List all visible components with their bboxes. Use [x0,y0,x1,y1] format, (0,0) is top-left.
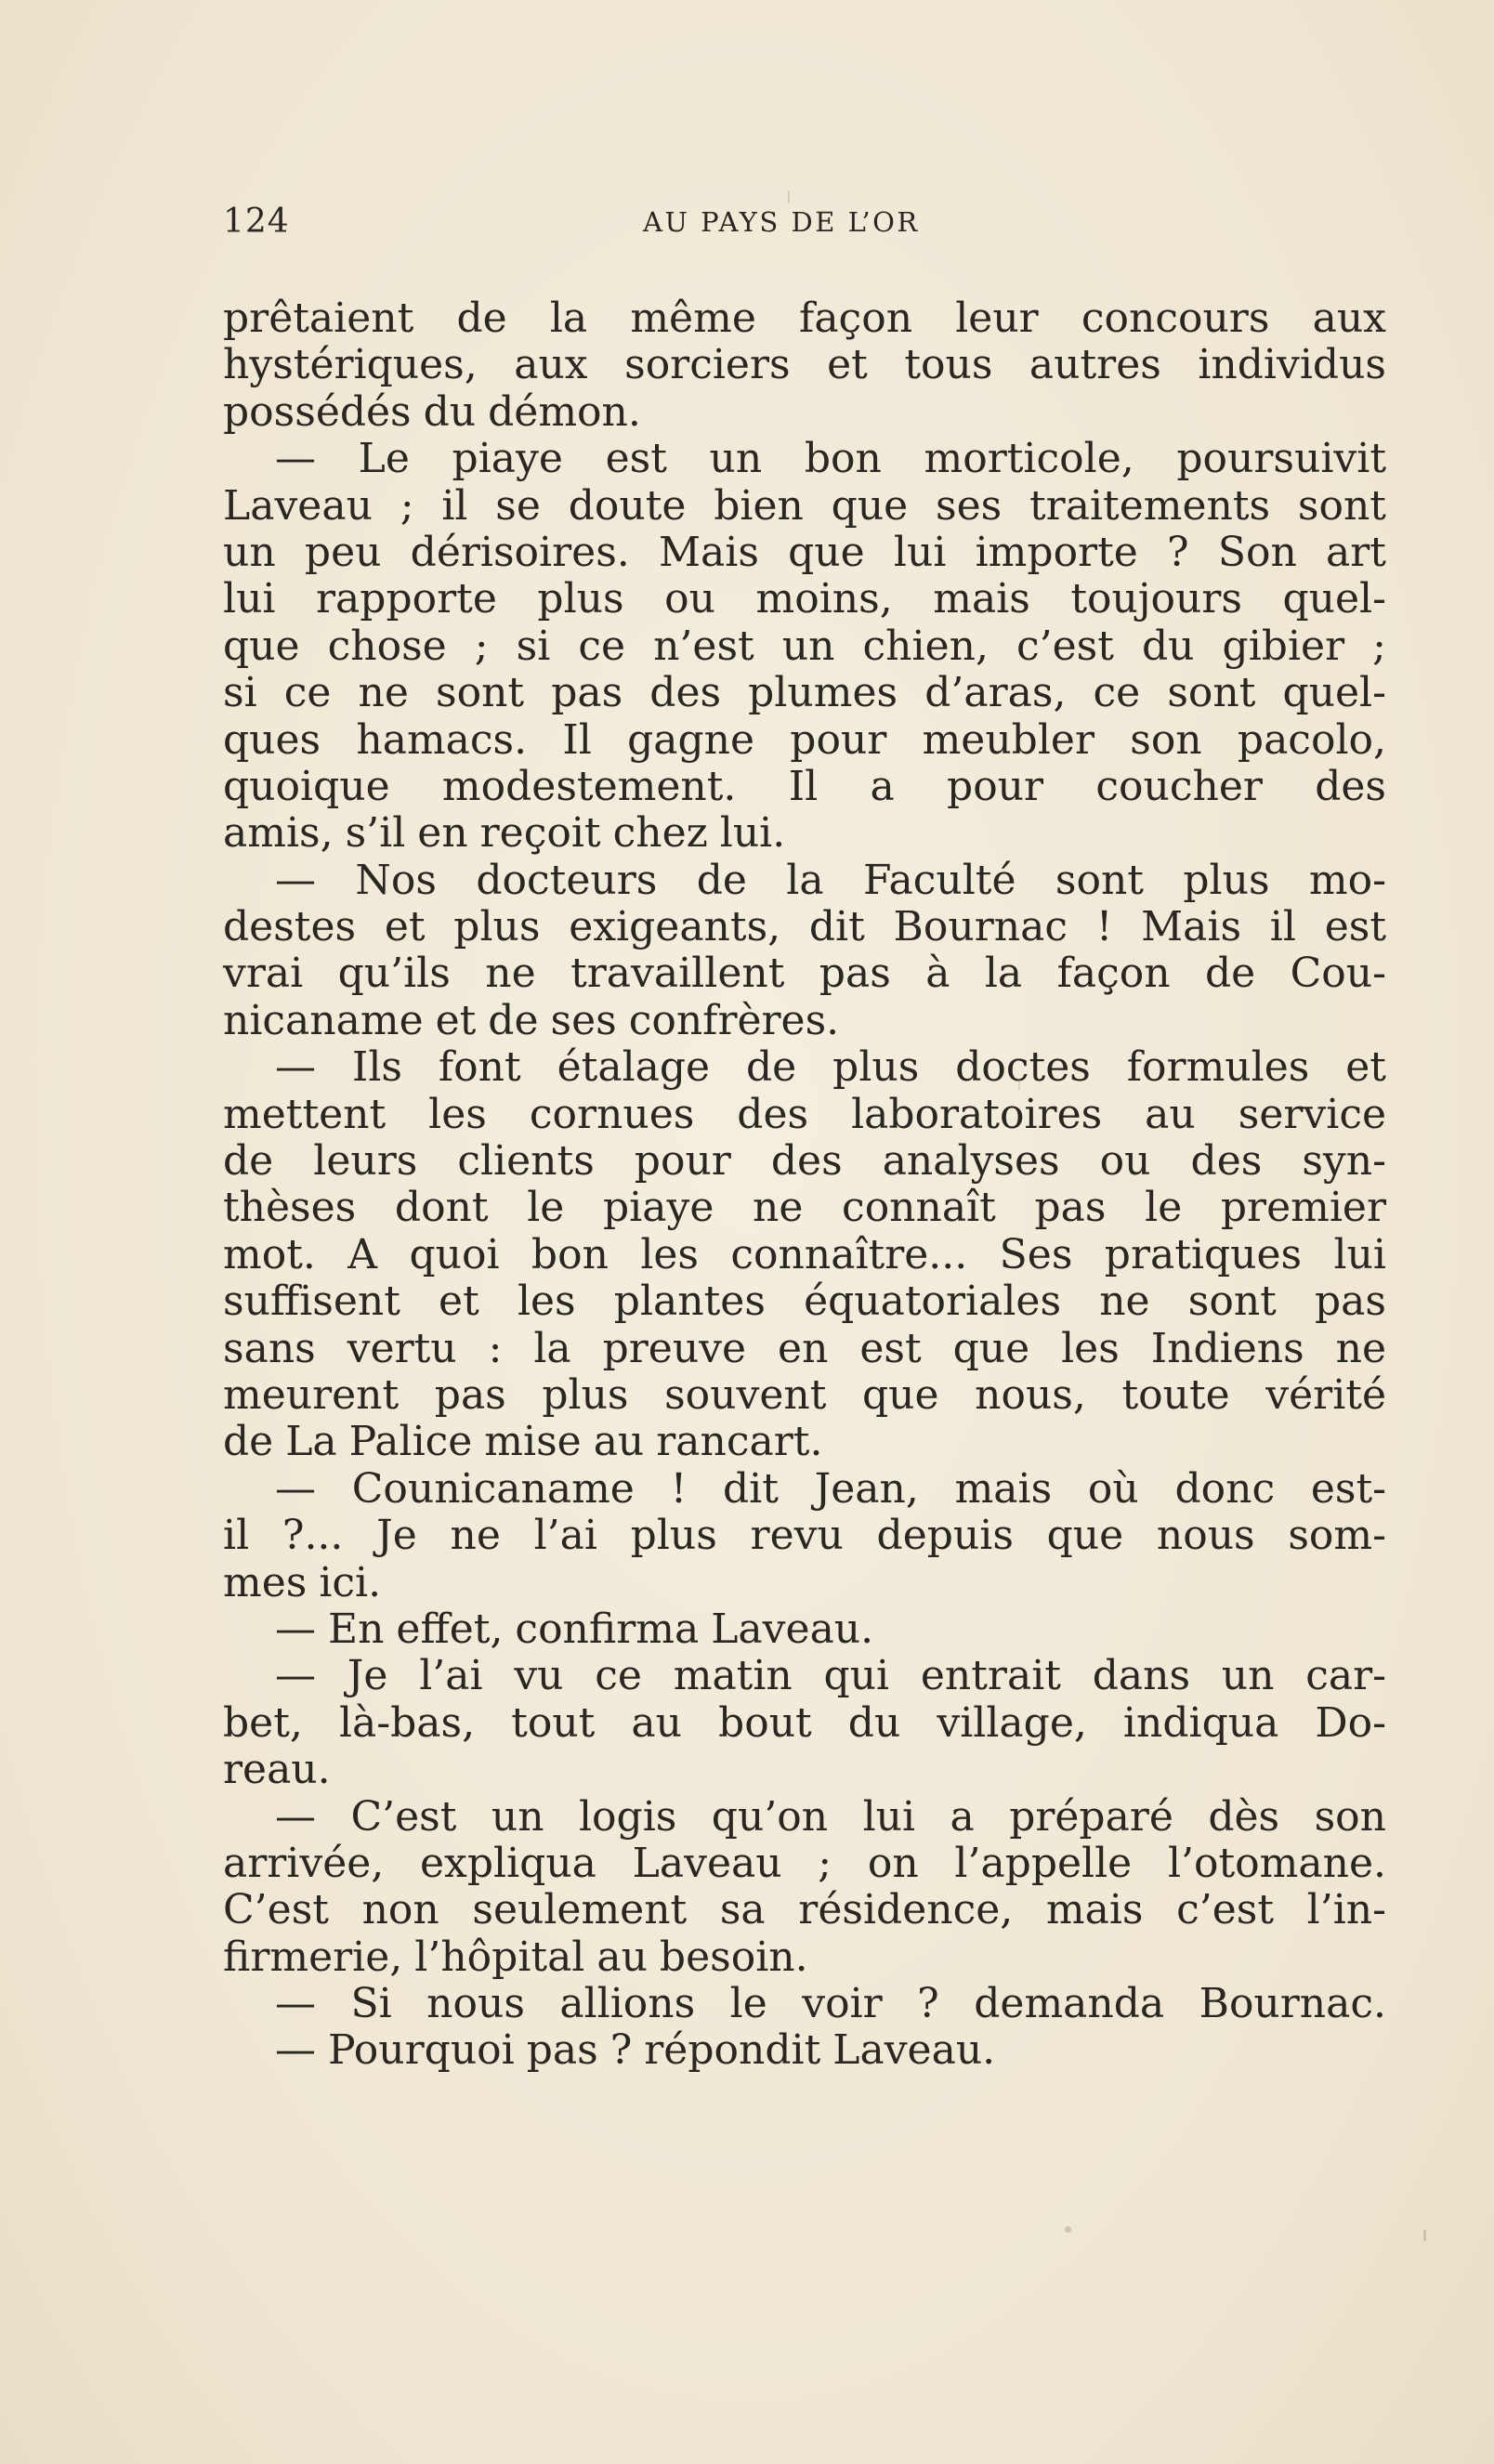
text-line: — Si nous allions le voir ? demanda Bournac. [275,1980,1386,2028]
text-line: quoique modestement. Il a pour coucher des [223,762,1386,810]
text-line: hystériques, aux sorciers et tous autres individus [223,341,1386,389]
page-number: 124 [223,203,290,241]
text-line: arrivée, expliqua Laveau ; on l’appelle l’otomane. [223,1839,1386,1887]
text-line: C’est non seulement sa résidence, mais c’est l’in- [223,1886,1386,1934]
paper-speck [1065,2226,1071,2233]
text-line: possédés du démon. [223,387,641,436]
text-line: — Pourquoi pas ? répondit Laveau. [275,2026,996,2075]
text-line: — Ils font étalage de plus doctes formules et [275,1043,1386,1092]
paper-speck [788,190,790,203]
text-line: mot. A quoi bon les connaître... Ses pratiques lui [223,1230,1386,1278]
text-line: mettent les cornues des laboratoires au service [223,1090,1386,1138]
running-title: AU PAYS DE L’OR [643,206,920,238]
text-line: bet, là-bas, tout au bout du village, indiqua Do- [223,1698,1386,1747]
text-line: — En effet, confirma Laveau. [275,1605,874,1653]
text-line: nicaname et de ses confrères. [223,996,840,1044]
text-line: — Le piaye est un bon morticole, poursuivit [275,435,1386,483]
text-line: — C’est un logis qu’on lui a préparé dès son [275,1792,1386,1841]
text-line: — Je l’ai vu ce matin qui entrait dans un car- [275,1652,1386,1700]
text-line: — Nos docteurs de la Faculté sont plus mo- [275,856,1386,904]
text-line: si ce ne sont pas des plumes d’aras, ce sont quel- [223,669,1386,717]
text-line: lui rapporte plus ou moins, mais toujours quel- [223,575,1386,623]
text-line: prêtaient de la même façon leur concours aux [223,295,1386,342]
text-line: de leurs clients pour des analyses ou des syn- [223,1137,1386,1186]
text-line: meurent pas plus souvent que nous, toute vérité [223,1370,1386,1419]
text-line: — Counicaname ! dit Jean, mais où donc est- [275,1464,1386,1513]
text-line: de La Palice mise au rancart. [223,1418,823,1466]
text-line: il ?... Je ne l’ai plus revu depuis que nous som- [223,1512,1386,1560]
body-text [223,295,1386,2075]
text-line: amis, s’il en reçoit chez lui. [223,809,786,858]
paper-speck [1018,1078,1020,1091]
text-line: sans vertu : la preuve en est que les Indiens ne [223,1324,1386,1372]
text-line: reau. [223,1746,331,1794]
text-line: thèses dont le piaye ne connaît pas le premier [223,1184,1386,1232]
text-line: suffisent et les plantes équatoriales ne sont pas [223,1278,1386,1326]
text-line: un peu dérisoires. Mais que lui importe ? Son art [223,528,1386,576]
text-line: vrai qu’ils ne travaillent pas à la façon de Cou- [223,950,1386,998]
page-header [223,203,1386,249]
text-line: ques hamacs. Il gagne pour meubler son pacolo, [223,715,1386,764]
text-line: mes ici. [223,1558,382,1606]
text-line: Laveau ; il se doute bien que ses traitements sont [223,481,1386,530]
text-line: que chose ; si ce n’est un chien, c’est du gibier ; [223,622,1386,670]
paper-speck [1423,2230,1426,2241]
text-line: firmerie, l’hôpital au besoin. [223,1933,808,1981]
text-line: destes et plus exigeants, dit Bournac ! Mais il est [223,903,1386,951]
